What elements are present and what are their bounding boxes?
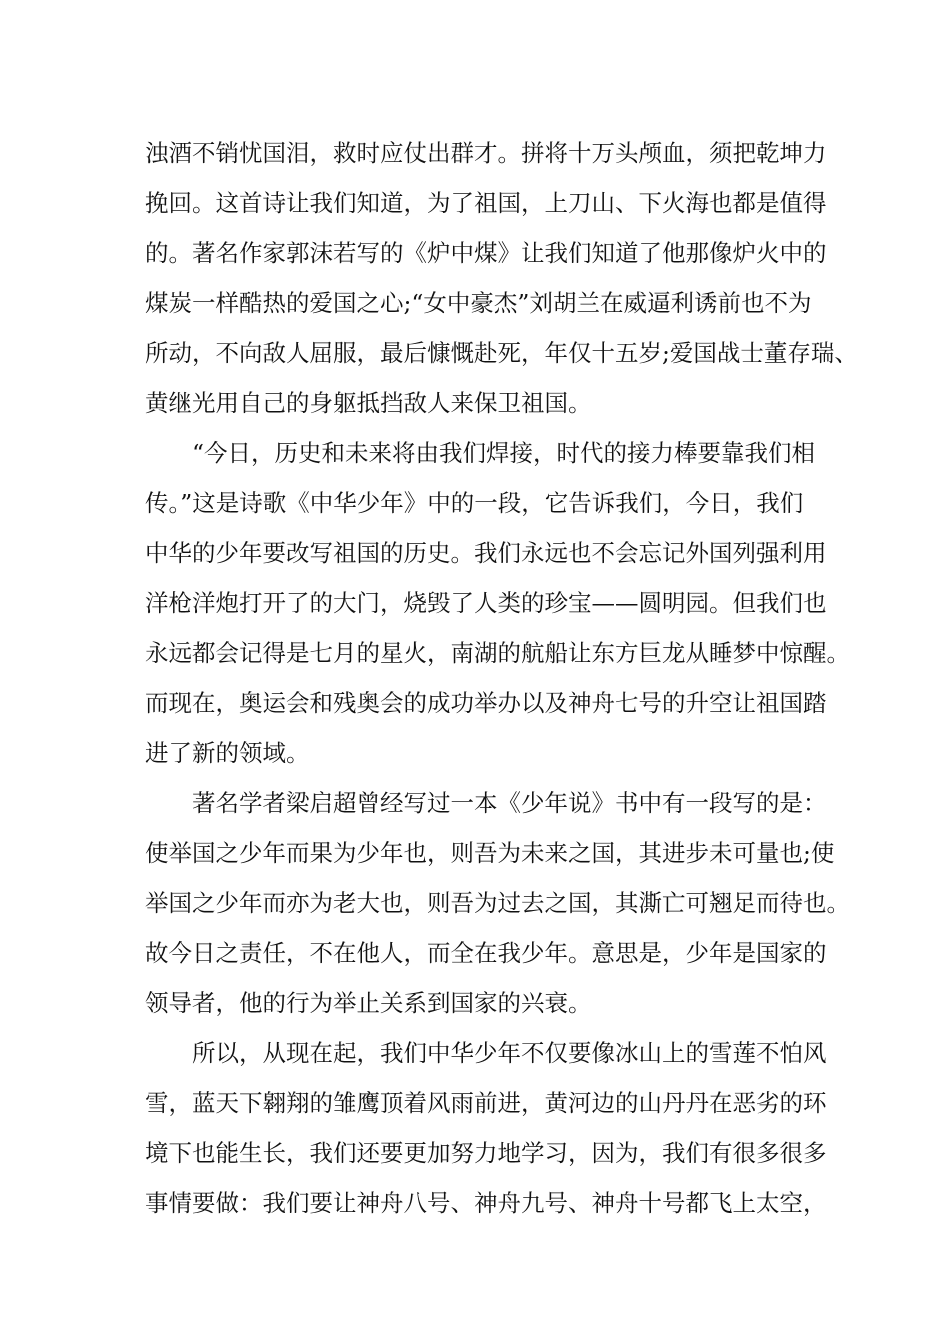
paragraph-2 <box>145 428 850 778</box>
text-line: 故今日之责任，不在他人，而全在我少年。意思是，少年是国家的 <box>145 939 827 967</box>
paragraph-4 <box>145 1028 827 1228</box>
text-line: 举国之少年而亦为老大也，则吾为过去之国，其澌亡可翘足而待也。 <box>145 889 850 917</box>
text-line: 而现在，奥运会和残奥会的成功举办以及神舟七号的升空让祖国踏 <box>145 689 827 717</box>
document-body <box>145 128 858 1228</box>
text-line: 煤炭一样酷热的爱国之心;“女中豪杰”刘胡兰在威逼利诱前也不为 <box>145 289 812 317</box>
text-line: 著名学者梁启超曾经写过一本《少年说》书中有一段写的是： <box>192 789 827 817</box>
text-line: 领导者，他的行为举止关系到国家的兴衰。 <box>145 989 592 1017</box>
text-line: 使举国之少年而果为少年也，则吾为未来之国，其进步未可量也;使 <box>145 839 835 867</box>
text-line: 中华的少年要改写祖国的历史。我们永远也不会忘记外国列强利用 <box>145 539 827 567</box>
text-line: “今日，历史和未来将由我们焊接，时代的接力棒要靠我们相 <box>192 439 816 467</box>
text-line: 黄继光用自己的身躯抵挡敌人来保卫祖国。 <box>145 389 592 417</box>
text-line: 所动，不向敌人屈服，最后慷慨赴死，年仅十五岁;爱国战士董存瑞、 <box>145 339 858 367</box>
text-line: 挽回。这首诗让我们知道，为了祖国，上刀山、下火海也都是值得 <box>145 189 827 217</box>
paragraph-3 <box>145 778 850 1028</box>
text-line: 境下也能生长，我们还要更加努力地学习，因为，我们有很多很多 <box>145 1139 827 1167</box>
text-line: 雪，蓝天下翱翔的雏鹰顶着风雨前进，黄河边的山丹丹在恶劣的环 <box>145 1089 827 1117</box>
text-line: 所以，从现在起，我们中华少年不仅要像冰山上的雪莲不怕风 <box>192 1039 827 1067</box>
text-line: 事情要做：我们要让神舟八号、神舟九号、神舟十号都飞上太空， <box>145 1189 827 1217</box>
paragraph-1 <box>145 128 858 428</box>
text-line: 传。”这是诗歌《中华少年》中的一段，它告诉我们，今日，我们 <box>145 489 804 517</box>
text-line: 进了新的领域。 <box>145 739 310 767</box>
text-line: 永远都会记得是七月的星火，南湖的航船让东方巨龙从睡梦中惊醒。 <box>145 639 850 667</box>
text-line: 的。著名作家郭沫若写的《炉中煤》让我们知道了他那像炉火中的 <box>145 239 827 267</box>
text-line: 洋枪洋炮打开了的大门，烧毁了人类的珍宝——圆明园。但我们也 <box>145 589 827 617</box>
text-line: 浊酒不销忧国泪，救时应仗出群才。拼将十万头颅血，须把乾坤力 <box>145 139 827 167</box>
